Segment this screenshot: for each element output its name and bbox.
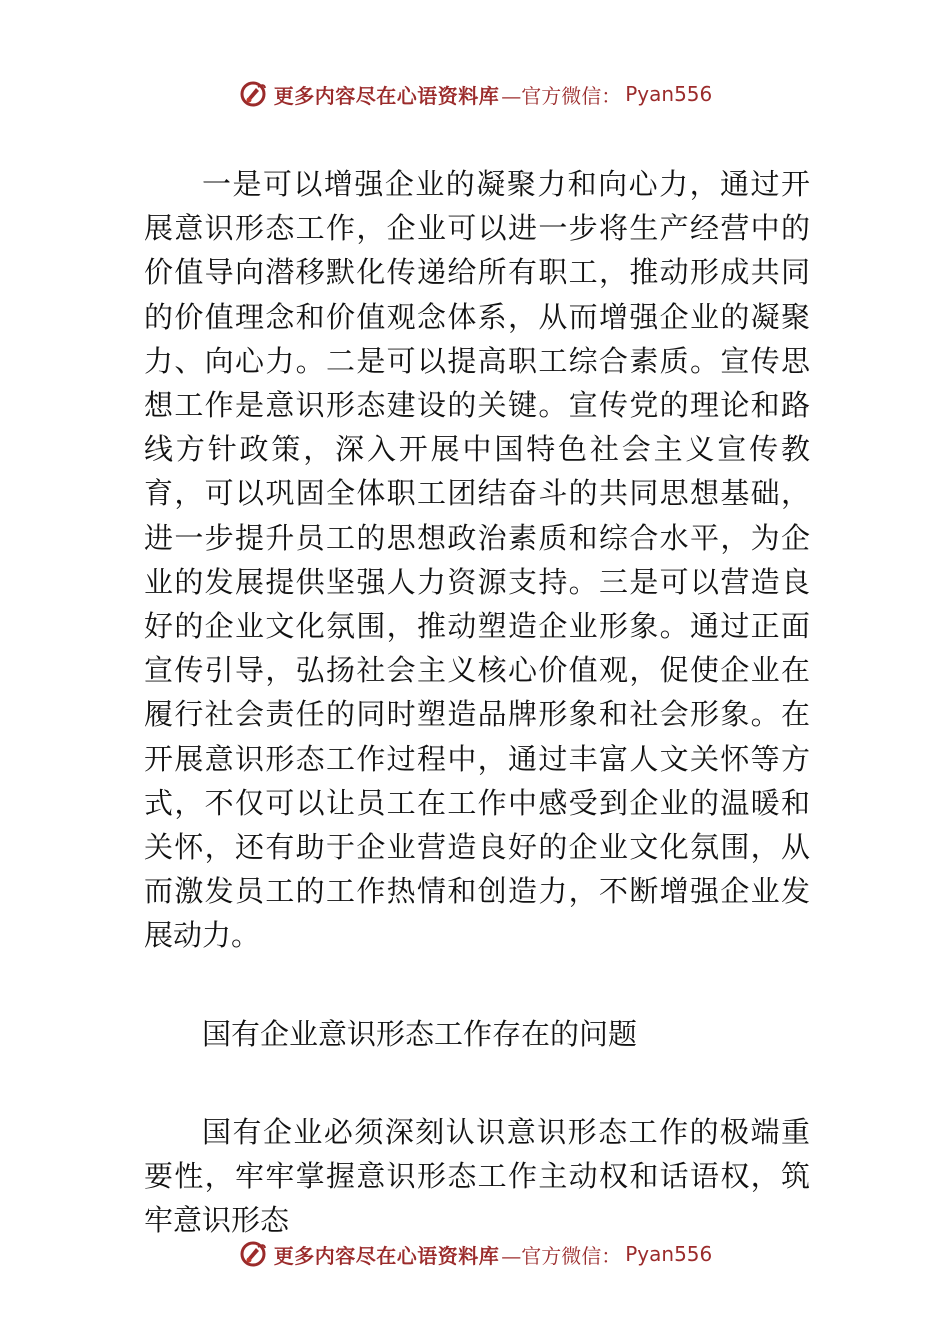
- brand-logo-icon: [238, 79, 268, 109]
- footer-brand-text: 更多内容尽在心语资料库: [273, 1243, 500, 1268]
- footer-wechat-id: Pyan556: [625, 1242, 713, 1266]
- paragraph-spacer: [144, 958, 810, 1012]
- footer-banner: [0, 1234, 950, 1274]
- footer-official-label: —官方微信：: [501, 1243, 622, 1268]
- paragraph-significance: 一是可以增强企业的凝聚力和向心力，通过开展意识形态工作，企业可以进一步将生产经营中的价值导向潜移默化传递给所有职工，推动形成共同的价值理念和价值观念体系，从而增强企业的凝聚力、向心力。二是可以提高职工综合素质。宣传思想工作是意识形态建设的关键。宣传党的理论和路线方针政策，深入开展中国特色社会主义宣传教育，可以巩固全体职工团结奋斗的共同思想基础，进一步提升员工的思想政治素质和综合水平，为企业的发展提供坚强人力资源支持。三是可以营造良好的企业文化氛围，推动塑造企业形象。通过正面宣传引导，弘扬社会主义核心价值观，促使企业在履行社会责任的同时塑造品牌形象和社会形象。在开展意识形态工作过程中，通过丰富人文关怀等方式，不仅可以让员工在工作中感受到企业的温暖和关怀，还有助于企业营造良好的企业文化氛围，从而激发员工的工作热情和创造力，不断增强企业发展动力。: [144, 167, 810, 953]
- paragraph-spacer: [144, 1056, 810, 1110]
- header-brand-text: 更多内容尽在心语资料库: [273, 83, 500, 108]
- header-wechat-id: Pyan556: [625, 82, 713, 106]
- paragraph-problems-intro: 国有企业必须深刻认识意识形态工作的极端重要性，牢牢掌握意识形态工作主动权和话语权，筑牢意识形态: [144, 1114, 810, 1238]
- section-heading: 国有企业意识形态工作存在的问题: [202, 1016, 638, 1051]
- document-body: [144, 162, 810, 1242]
- header-banner: [0, 74, 950, 114]
- brand-logo-icon: [238, 1239, 268, 1269]
- header-official-label: —官方微信：: [501, 83, 622, 108]
